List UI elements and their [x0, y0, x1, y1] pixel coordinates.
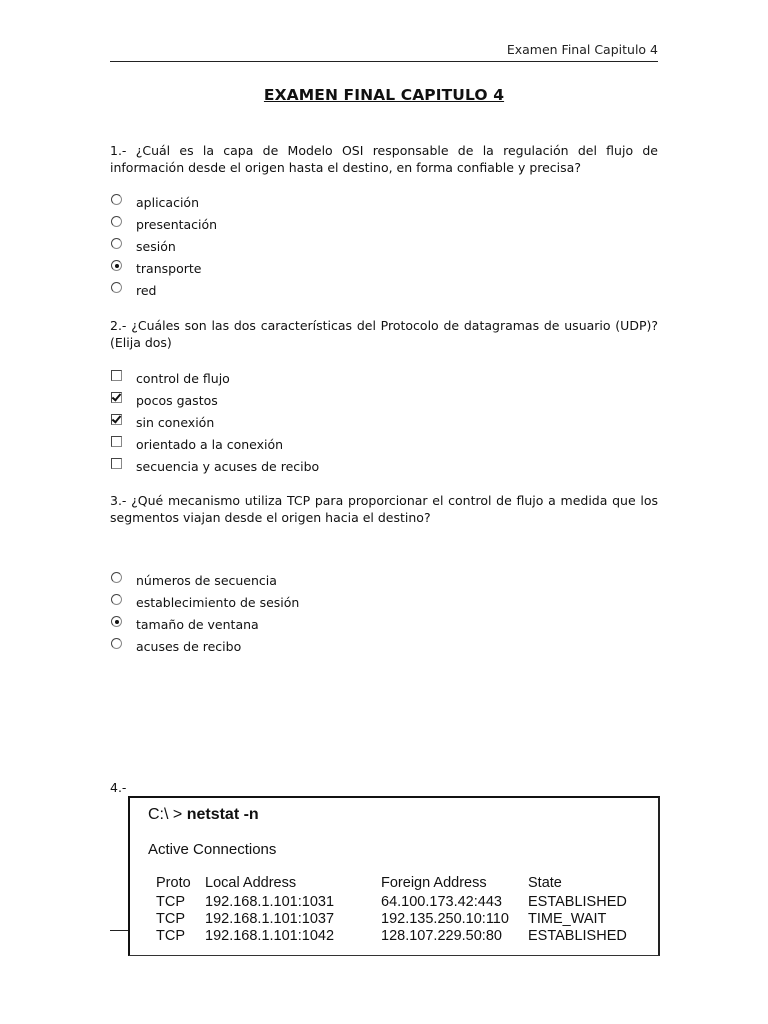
table-cell: 128.107.229.50:80 [381, 928, 502, 944]
checkbox-checked[interactable] [111, 414, 122, 425]
checkbox[interactable] [111, 370, 122, 381]
radio-button[interactable] [111, 282, 122, 293]
table-cell: TCP [156, 911, 185, 927]
option-label: transporte [136, 260, 202, 276]
option-sesion[interactable] [110, 235, 658, 257]
option-label: números de secuencia [136, 572, 277, 588]
option-label: establecimiento de sesión [136, 594, 300, 610]
column-header: Proto [156, 875, 191, 891]
column-header: State [528, 875, 562, 891]
option-red[interactable] [110, 279, 658, 301]
option-label: red [136, 282, 157, 298]
radio-button[interactable] [111, 638, 122, 649]
radio-button[interactable] [111, 238, 122, 249]
table-cell: 192.168.1.101:1037 [205, 911, 335, 927]
option-orientado-a-la-conexion[interactable] [110, 433, 658, 455]
question-1-options [110, 191, 658, 301]
column-header: Foreign Address [381, 875, 487, 891]
table-cell: ESTABLISHED [528, 894, 627, 910]
option-label: pocos gastos [136, 392, 218, 408]
option-transporte[interactable] [110, 257, 658, 279]
radio-button[interactable] [111, 572, 122, 583]
option-presentacion[interactable] [110, 213, 658, 235]
table-cell: 192.168.1.101:1031 [205, 894, 335, 910]
option-pocos-gastos[interactable] [110, 389, 658, 411]
option-label: sin conexión [136, 414, 215, 430]
question-3-options [110, 569, 658, 657]
option-control-de-flujo[interactable] [110, 367, 658, 389]
netstat-screenshot [128, 796, 660, 956]
table-cell: TIME_WAIT [528, 911, 607, 927]
checkbox[interactable] [111, 436, 122, 447]
table-cell: 192.135.250.10:110 [381, 911, 509, 927]
running-header: Examen Final Capitulo 4 [506, 42, 658, 57]
command-line [148, 806, 259, 824]
option-label: presentación [136, 216, 218, 232]
table-cell: 192.168.1.101:1042 [205, 928, 335, 944]
question-1-text: 1.- ¿Cuál es la capa de Modelo OSI responsable de la regulación del flujo de información desde el origen hasta el destino, en forma confiable y precisa? [110, 143, 658, 175]
page-title: EXAMEN FINAL CAPITULO 4 [263, 86, 505, 104]
option-label: orientado a la conexión [136, 436, 284, 452]
question-4-label: 4.- [110, 780, 127, 795]
option-secuencia-y-acuses[interactable] [110, 455, 658, 477]
option-aplicacion[interactable] [110, 191, 658, 213]
table-row [130, 894, 660, 911]
command-text: netstat -n [186, 806, 259, 823]
option-label: sesión [136, 238, 176, 254]
radio-button[interactable] [111, 194, 122, 205]
question-3-text: 3.- ¿Qué mecanismo utiliza TCP para proporcionar el control de flujo a medida que los segmentos viajan desde el origen hacia el destino? [110, 493, 658, 525]
question-2-text: 2.- ¿Cuáles son las dos características del Protocolo de datagramas de usuario (UDP)? (Elija dos) [110, 318, 658, 350]
column-header: Local Address [205, 875, 297, 891]
table-cell: TCP [156, 928, 185, 944]
table-cell: ESTABLISHED [528, 928, 627, 944]
option-label: aplicación [136, 194, 199, 210]
table-cell: 64.100.173.42:443 [381, 894, 502, 910]
header-divider [110, 61, 658, 62]
option-label: tamaño de ventana [136, 616, 259, 632]
radio-button[interactable] [111, 216, 122, 227]
option-numeros-de-secuencia[interactable] [110, 569, 658, 591]
radio-button-selected[interactable] [111, 616, 122, 627]
question-2-options [110, 367, 658, 477]
checkbox-checked[interactable] [111, 392, 122, 403]
option-label: acuses de recibo [136, 638, 242, 654]
divider [110, 930, 130, 931]
radio-button[interactable] [111, 594, 122, 605]
option-tamano-de-ventana[interactable] [110, 613, 658, 635]
table-row [130, 911, 660, 928]
table-header-row [130, 875, 660, 894]
table-cell: TCP [156, 894, 185, 910]
option-label: control de flujo [136, 370, 230, 386]
radio-button-selected[interactable] [111, 260, 122, 271]
table-row [130, 928, 660, 945]
option-sin-conexion[interactable] [110, 411, 658, 433]
command-prompt: C:\ > [148, 806, 183, 823]
checkbox[interactable] [111, 458, 122, 469]
option-establecimiento-de-sesion[interactable] [110, 591, 658, 613]
connections-heading: Active Connections [148, 841, 277, 858]
option-label: secuencia y acuses de recibo [136, 458, 320, 474]
option-acuses-de-recibo[interactable] [110, 635, 658, 657]
connections-table [130, 875, 660, 945]
